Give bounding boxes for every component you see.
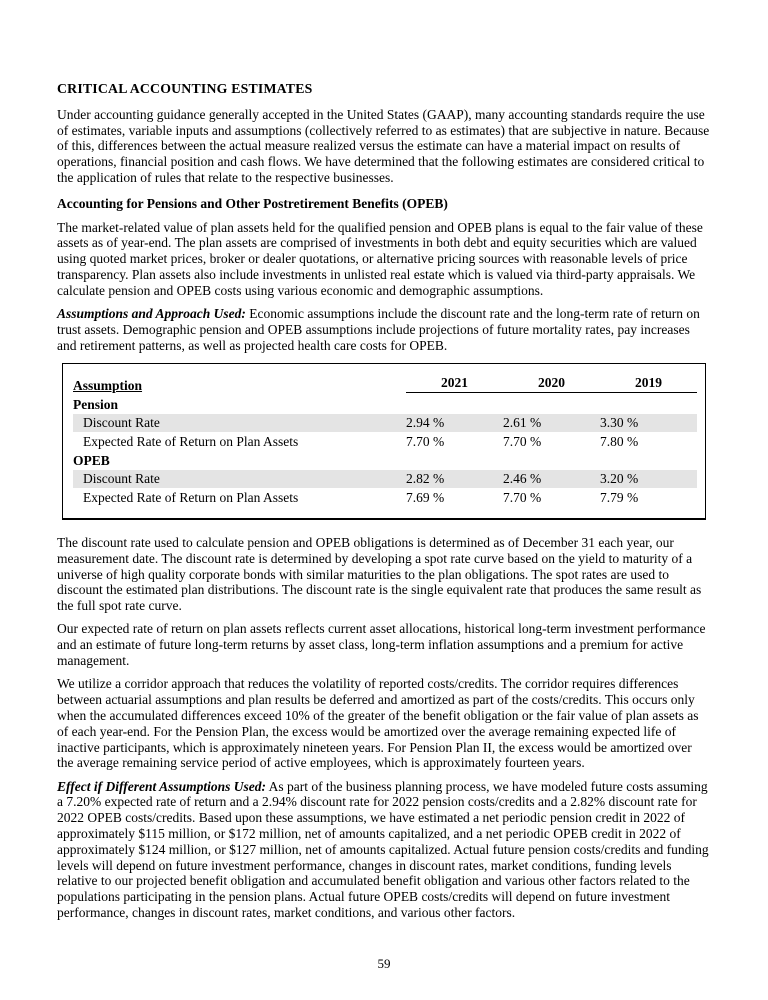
table-row-opeb-expected-return <box>73 488 697 507</box>
table-row-pension-expected-return <box>73 432 697 451</box>
row-label: Discount Rate <box>73 414 406 433</box>
assumptions-table <box>73 373 697 507</box>
value-2020: 7.70 % <box>503 489 542 505</box>
value-2019: 7.79 % <box>600 489 639 505</box>
paragraph-corridor-approach: We utilize a corridor approach that reduces the volatility of reported costs/credits. The corridor requires differences between actuarial assumptions and plan results be deferred and amortized as part of the costs/credits. This occurs only when the accumulated differences exceed 10% of the greater of the benefit obligation or the fair value of plan assets as of each year-end. For the Pension Plan, the excess would be amortized over the average remaining expected life of inactive participants, which is approximately nineteen years. For Pension Plan II, the excess would be amortized over the average remaining service period of active employees, which is approximately fourteen years. <box>57 676 699 771</box>
row-label: Expected Rate of Return on Plan Assets <box>83 489 299 505</box>
row-label: Discount Rate <box>73 470 406 489</box>
effect-lead: Effect if Different Assumptions Used: <box>57 778 266 794</box>
effect-text: As part of the business planning process, we have modeled future costs assuming a 7.20% expected rate of return and a 2.94% discount rate for 2022 pension costs/credits and a 2.82% discount rate for 2022 OPEB costs/credits. Based upon these assumptions, we have estimated a net periodic pension credit in 2022 of approximately $115 million, or $172 million, net of amounts capitalized, and a net periodic OPEB credit in 2022 of approximately $124 million, or $127 million, net of amounts capitalized. Actual future pension costs/credits and funding levels will depend on future investment performance, changes in discount rates, market conditions, funding levels relative to our projected benefit obligation and accumulated benefit obligation and various other factors related to the populations participating in the pension plans. Actual future OPEB costs/credits will depend on future investment performance, changes in discount rates, market conditions, and various other factors. <box>57 778 709 920</box>
assumptions-table-box <box>62 363 706 520</box>
column-header-assumption: Assumption <box>73 377 143 393</box>
value-2020: 2.46 % <box>503 470 600 489</box>
value-2021: 7.70 % <box>406 433 445 449</box>
paragraph-market-related-value: The market-related value of plan assets held for the qualified pension and OPEB plans is equal to the fair value of these assets as of year-end. The plan assets are comprised of investments in both debt and equity securities which are valued using quoted market prices, broker or dealer quotations, or alternative pricing sources with reasonable levels of price transparency. Plan assets also include investments in unlisted real estate which is valued via third-party appraisals. We calculate pension and OPEB costs using various economic and demographic assumptions. <box>57 219 703 298</box>
page-title: CRITICAL ACCOUNTING ESTIMATES <box>57 81 313 96</box>
paragraph-discount-rate-method: The discount rate used to calculate pension and OPEB obligations is determined as of December 31 each year, our measurement date. The discount rate is determined by developing a spot rate curve based on the yield to maturity of a universe of high quality corporate bonds with similar maturities to the plan obligations. The spot rates are used to discount the estimated plan distributions. The discount rate is the single equivalent rate that produces the same result as the full spot rate curve. <box>57 534 702 614</box>
intro-paragraph: Under accounting guidance generally accepted in the United States (GAAP), many accounting standards require the use of estimates, variable inputs and assumptions (collectively referred to as estimates) that are subjective in nature. Because of this, differences between the actual measure realized versus the estimate can have a material impact on results of operations, financial position and cash flows. We have determined that the following estimates are considered critical to the application of rules that relate to the respective businesses. <box>57 106 710 185</box>
table-group-opeb <box>73 451 697 470</box>
value-2019: 7.80 % <box>600 433 639 449</box>
table-row-pension-discount-rate <box>73 414 697 433</box>
page-number: 59 <box>377 956 391 972</box>
group-label: OPEB <box>73 452 110 468</box>
column-header-2019: 2019 <box>600 375 697 394</box>
table-header-row <box>73 373 697 395</box>
paragraph-effect-different-assumptions <box>57 779 711 921</box>
table-row-opeb-discount-rate <box>73 470 697 489</box>
value-2021: 7.69 % <box>406 489 445 505</box>
value-2020: 7.70 % <box>503 433 542 449</box>
value-2019: 3.20 % <box>600 470 697 489</box>
section-heading-pensions-opeb: Accounting for Pensions and Other Postretirement Benefits (OPEB) <box>57 195 448 211</box>
row-label: Expected Rate of Return on Plan Assets <box>83 433 299 449</box>
paragraph-expected-return: Our expected rate of return on plan assets reflects current asset allocations, historical long-term investment performance and an estimate of future long-term returns by asset class, long-term inflation assumptions and a premium for active management. <box>57 621 706 669</box>
value-2021: 2.94 % <box>406 414 503 433</box>
value-2019: 3.30 % <box>600 414 697 433</box>
paragraph-assumptions-approach <box>57 306 711 353</box>
value-2020: 2.61 % <box>503 414 600 433</box>
assumptions-approach-lead: Assumptions and Approach Used: <box>57 306 246 322</box>
group-label: Pension <box>73 396 119 412</box>
column-header-2021: 2021 <box>406 375 503 394</box>
assumptions-approach-text: Economic assumptions include the discount rate and the long-term rate of return on trust assets. Demographic pension and OPEB assumptions include projections of future mortality rates, pay increases and retirement patterns, as well as projected health care costs for OPEB. <box>57 306 700 353</box>
table-group-pension <box>73 395 697 414</box>
value-2021: 2.82 % <box>406 470 503 489</box>
column-header-2020: 2020 <box>503 375 600 394</box>
